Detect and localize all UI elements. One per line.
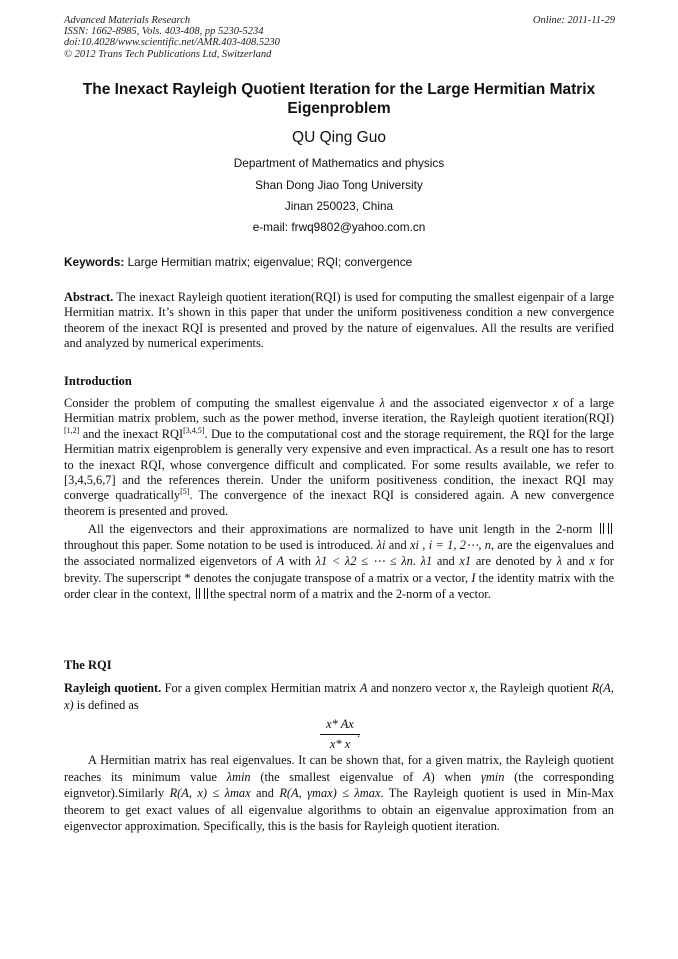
rqi-heading: The RQI [64, 658, 112, 672]
intro-paragraph-2: All the eigenvectors and their approximations are normalized to have unit length in the 2-norm throughout this paper. Some notation to be used is introduced. λi and xi , i = 1, 2⋯, n, are the eigenvalues and the associated normalized eigenvetors of A with λ1 < λ2 ≤ ⋯ ≤ λn. λ1 and x1 are denoted by λ and x for brevity. The superscript * denotes the conjugate transpose of a matrix or a vector, I the identity matrix with the order clear in the context, the spectral norm of a matrix and the 2-norm of a vector. [64, 522, 614, 601]
affiliation-university: Shan Dong Jiao Tong University [255, 178, 423, 192]
abstract-label: Abstract. [64, 290, 114, 304]
paper-title [64, 80, 614, 118]
introduction-heading: Introduction [64, 374, 132, 388]
rqi-paragraph-2: A Hermitian matrix has real eigenvalues. It can be shown that, for a given matrix, the Rayleigh quotient reaches its minimum value λmin (the smallest eigenvalue of A) when γmin (the corresponding eignvetor).Similarly R(A, x) ≤ λmax and R(A, γmax) ≤ λmax. The Rayleigh quotient is used in Min-Max theorem to get exact values of all eigenvalue algorithms to obtain an eigenvalue approximation from an eigenvector approximation. Specifically, this is the basis for Rayleigh quotient iteration. [64, 753, 614, 833]
affiliation-dept: Department of Mathematics and physics [233, 156, 445, 170]
journal-name: Advanced Materials Research [64, 15, 191, 26]
norm-symbol [196, 588, 208, 599]
affiliation-city: Jinan 250023, China [284, 199, 394, 213]
citation[interactable]: [3,4,5] [183, 425, 205, 435]
rayleigh-quotient-formula [320, 717, 360, 752]
issn-line: ISSN: 1662-8985, Vols. 403-408, pp 5230-5234 [64, 26, 264, 38]
lambda-symbol: λ [379, 396, 385, 410]
x-symbol: x [552, 396, 559, 410]
title-line-1: The Inexact Rayleigh Quotient Iteration for the Large Hermitian Matrix [82, 81, 596, 98]
norm-symbol [600, 523, 612, 534]
abstract-text: The inexact Rayleigh quotient iteration(RQI) is used for computing the smallest eigenpair of a large Hermitian matrix. It’s shown in this paper that under the uniform positiveness condition a new convergence theorem of the inexact RQI is presented and proved by the nature of eigenvalues. All the results are verified and analyzed by numerical experiments. [64, 290, 614, 351]
copyright-line: © 2012 Trans Tech Publications Ltd, Switzerland [64, 48, 272, 60]
keywords-label: Keywords: [64, 255, 125, 269]
citation[interactable]: [1,2] [64, 425, 80, 435]
keywords [64, 255, 614, 269]
journal-header [64, 15, 280, 60]
affiliation-email: e-mail: frwq9802@yahoo.com.cn [252, 220, 426, 234]
citation[interactable]: [5] [180, 487, 190, 497]
doi-line: doi:10.4028/www.scientific.net/AMR.403-408.5230 [64, 37, 280, 49]
formula-numerator: x* Ax [326, 717, 354, 731]
intro-paragraph-1: Consider the problem of computing the smallest eigenvalue λ and the associated eigenvector x of a large Hermitian matrix problem, such as the power method, inverse iteration, the Rayleigh quotient iteration(RQI)[1,2] and the inexact RQI[3,4,5]. Due to the computational cost and the storage requirement, the RQI for the large Hermitian matrix eigenproblem is generally very expensive and even impractical. As a result one has to resort to the inexact RQI, whose convergence difficult and complicated. For some results available, we refer to [3,4,5,6,7] and the references therein. Under the uniform positiveness condition, the inexact RQI may converge quadratically[5]. The convergence of the inexact RQI is considered again. A new convergence theorem is presented and proved. [64, 396, 615, 518]
rayleigh-lead: Rayleigh quotient. [64, 681, 162, 695]
keywords-text: Large Hermitian matrix; eigenvalue; RQI; convergence [127, 255, 413, 269]
abstract [64, 290, 614, 352]
title-line-2: Eigenproblem [287, 100, 391, 117]
formula-period: . [357, 726, 361, 740]
rqi-paragraph-1: Rayleigh quotient. For a given complex Hermitian matrix A and nonzero vector x, the Rayleigh quotient R(A, x) is defined as [64, 681, 614, 712]
author-name: QU Qing Guo [292, 129, 386, 146]
formula-denominator: x* x [329, 737, 351, 751]
online-date: Online: 2011-11-29 [532, 15, 615, 26]
